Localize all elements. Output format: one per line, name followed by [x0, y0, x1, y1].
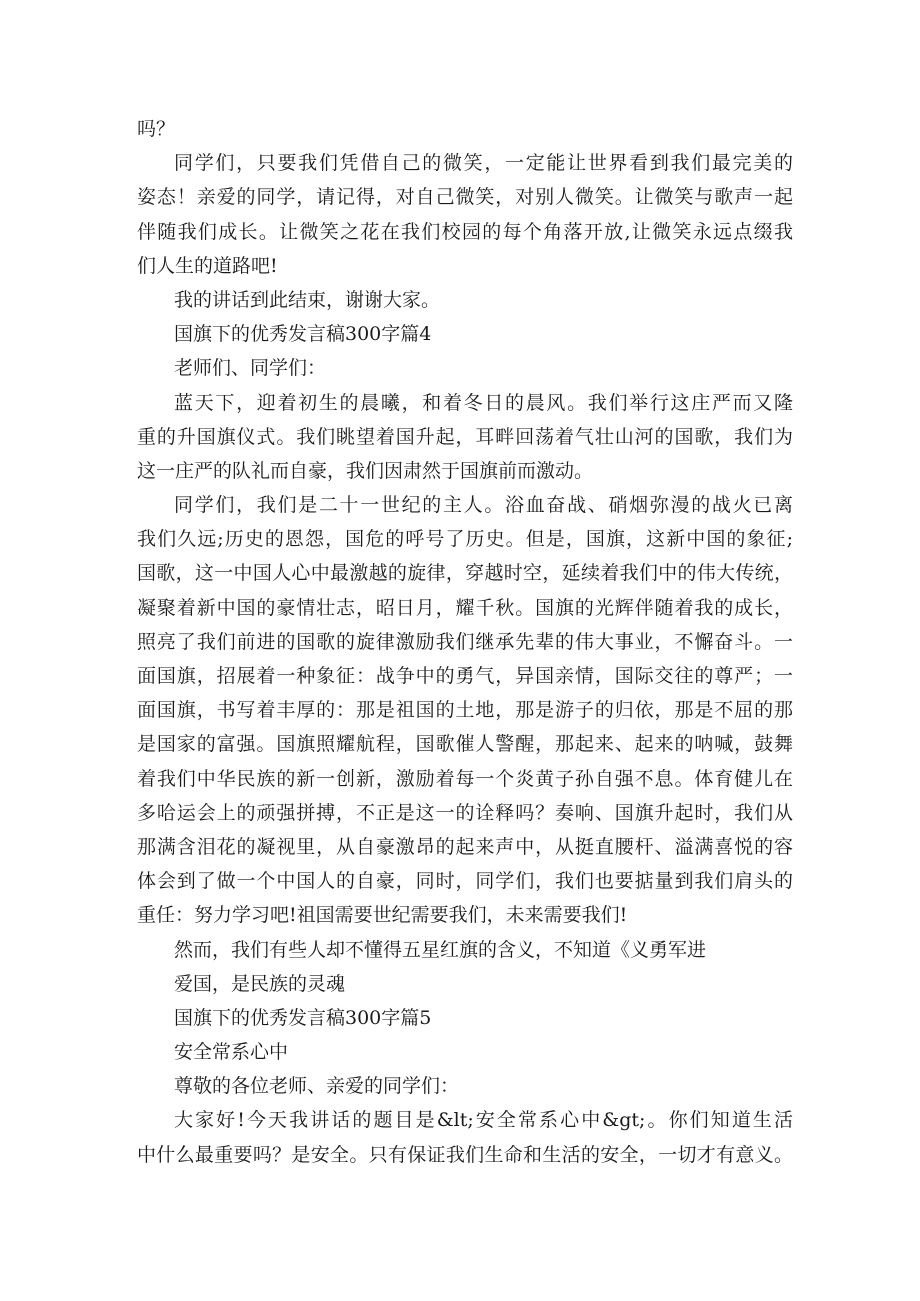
text-line: 中什么最重要吗？是安全。只有保证我们生命和生活的安全，一切才有意义。: [137, 1143, 793, 1166]
text-line: 凝聚着新中国的豪情壮志，昭日月，耀千秋。国旗的光辉伴随着我的成长，: [137, 596, 793, 619]
text-line: 同学们，只要我们凭借自己的微笑，一定能让世界看到我们最完美的: [174, 152, 793, 175]
text-line: 同学们，我们是二十一世纪的主人。浴血奋战、硝烟弥漫的战火已离: [174, 494, 793, 517]
text-line: 吗？: [137, 118, 176, 140]
text-line: 国歌，这一中国人心中最激越的旋律，穿越时空，延续着我们中的伟大传统，: [137, 562, 793, 585]
text-line: 重任：努力学习吧!祖国需要世纪需要我们，未来需要我们!: [137, 904, 628, 927]
text-line: 爱国，是民族的灵魂: [174, 972, 346, 995]
text-line: 安全常系心中: [174, 1041, 289, 1064]
text-line: 这一庄严的队礼而自豪，我们因肃然于国旗前而激动。: [137, 459, 594, 482]
text-line: 姿态！亲爱的同学，请记得，对自己微笑，对别人微笑。让微笑与歌声一起: [137, 186, 793, 209]
text-line: 面国旗，招展着一种象征：战争中的勇气，异国亲情，国际交往的尊严；一: [137, 665, 793, 687]
text-line: 多哈运会上的顽强拼搏，不正是这一的诠释吗？奏响、国旗升起时，我们从: [137, 801, 793, 824]
text-line: 伴随我们成长。让微笑之花在我们校园的每个角落开放,让微笑永远点缀我: [137, 220, 793, 243]
text-line: 尊敬的各位老师、亲爱的同学们：: [174, 1075, 460, 1098]
text-line: 重的升国旗仪式。我们眺望着国升起，耳畔回荡着气壮山河的国歌，我们为: [137, 425, 793, 448]
text-line: 国旗下的优秀发言稿300字篇4: [174, 323, 432, 346]
text-line: 那满含泪花的凝视里，从自豪激昂的起来声中，从挺直腰杆、溢满喜悦的容: [137, 835, 793, 858]
text-line: 我们久远;历史的恩怨，国危的呼号了历史。但是，国旗，这新中国的象征;: [137, 528, 793, 551]
document-body: [137, 112, 793, 1172]
text-line: 面国旗，书写着丰厚的：那是祖国的土地，那是游子的归依，那是不屈的那: [137, 699, 793, 722]
text-line: 蓝天下，迎着初生的晨曦，和着冬日的晨风。我们举行这庄严而又隆: [174, 391, 793, 414]
text-line: 着我们中华民族的新一创新，激励着每一个炎黄子孙自强不息。体育健儿在: [137, 767, 793, 790]
text-line: 是国家的富强。国旗照耀航程，国歌催人警醒，那起来、起来的呐喊，鼓舞: [137, 733, 793, 756]
text-line: 然而，我们有些人却不懂得五星红旗的含义，不知道《义勇军进: [174, 938, 707, 961]
text-line: 照亮了我们前进的国歌的旋律激励我们继承先辈的伟大事业，不懈奋斗。一: [137, 630, 793, 653]
text-line: 体会到了做一个中国人的自豪，同时，同学们，我们也要掂量到我们肩头的: [137, 870, 793, 893]
text-line: 大家好!今天我讲话的题目是&lt;安全常系心中&gt;。你们知道生活: [174, 1109, 793, 1132]
text-line: 老师们、同学们：: [174, 357, 327, 380]
text-line: 国旗下的优秀发言稿300字篇5: [174, 1006, 432, 1029]
text-line: 我的讲话到此结束，谢谢大家。: [174, 288, 441, 311]
text-line: 们人生的道路吧!: [137, 254, 278, 277]
